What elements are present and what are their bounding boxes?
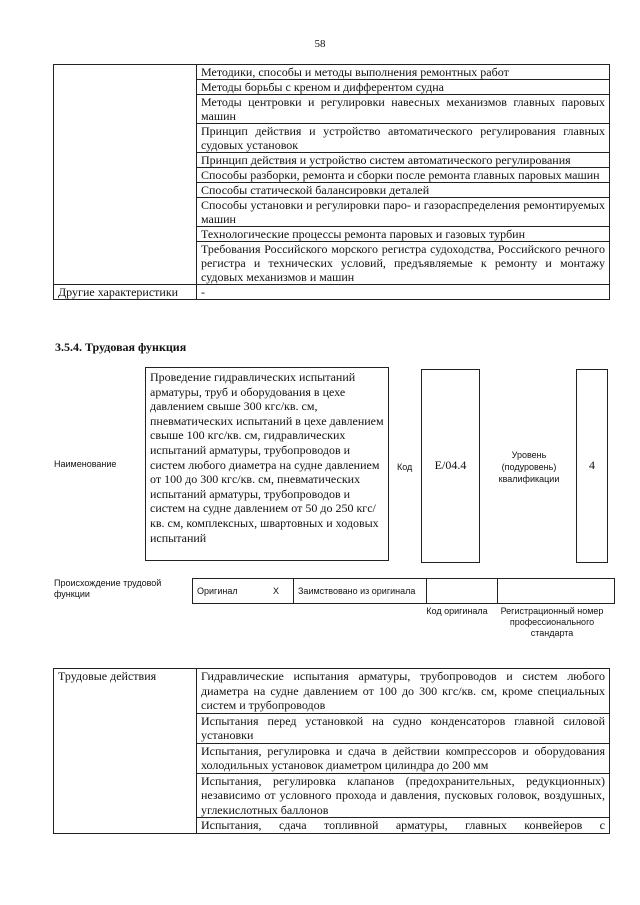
original-code-caption: Код оригинала	[426, 606, 488, 616]
table-cell: Методики, способы и методы выполнения ремонтных работ	[197, 65, 610, 80]
table-cell: Технологические процессы ремонта паровых и газовых турбин	[197, 227, 610, 242]
function-code-value: E/04.4	[421, 369, 480, 563]
table-row	[54, 65, 610, 80]
table-cell: Принцип действия и устройство автоматического регулирования главных судовых установок	[197, 124, 610, 153]
row-label-empty	[54, 65, 197, 285]
borrowed-label: Заимствовано из оригинала	[294, 579, 427, 604]
function-name-value: Проведение гидравлических испытаний арматуры, труб и оборудования в цехе давлением свыше 300 кгс/кв. см, пневматических испытаний в цехе давлением свыше 100 кгс/кв. см, гидравлических испытаний арматуры, трубопроводов и систем любого диаметра на судне давлением от 100 до 300 кгс/кв. см, пневматических испытаний арматуры, трубопроводов и систем на судне давлением от 50 до 250 кгс/кв. см, комплексных, швартовных и ходовых испытаний	[145, 367, 389, 561]
table-cell: Способы разборки, ремонта и сборки после ремонта главных паровых машин	[197, 168, 610, 183]
original-label: Оригинал	[193, 579, 260, 604]
registration-number-caption: Регистрационный номер профессионального стандарта	[500, 606, 604, 638]
qualification-level-value: 4	[576, 369, 608, 563]
original-mark: X	[259, 579, 294, 604]
function-code-label: Код	[397, 462, 413, 472]
section-heading: 3.5.4. Трудовая функция	[55, 340, 187, 354]
registration-number-cell	[498, 579, 615, 604]
table-row	[54, 285, 610, 300]
table-cell: Испытания, регулировка и сдача в действии компрессоров и оборудования холодильных установок диаметром цилиндра до 200 мм	[197, 743, 610, 773]
table-cell: Принцип действия и устройство систем автоматического регулирования	[197, 153, 610, 168]
table-cell: Гидравлические испытания арматуры, трубопроводов и систем любого диаметра на судне давлением от 100 до 300 кгс/кв. см, кроме специальных систем и трубопроводов	[197, 669, 610, 714]
table-cell: Испытания, сдача топливной арматуры, главных конвейеров с	[197, 818, 610, 834]
table-cell: Методы борьбы с креном и дифферентом судна	[197, 80, 610, 95]
table-cell: Способы установки и регулировки паро- и газораспределения ремонтируемых машин	[197, 198, 610, 227]
table-cell: Методы центровки и регулировки навесных механизмов главных паровых машин	[197, 95, 610, 124]
qualification-level-label: Уровень (подуровень) квалификации	[498, 450, 560, 484]
table-cell: Способы статической балансировки деталей	[197, 183, 610, 198]
other-characteristics-label: Другие характеристики	[54, 285, 197, 300]
table-cell: Требования Российского морского регистра судоходства, Российского речного регистра и технических условий, предъявляемые к ремонту и монтажу судовых механизмов и машин	[197, 242, 610, 285]
original-code-cell	[427, 579, 498, 604]
knowledge-table	[53, 64, 610, 300]
other-characteristics-value: -	[197, 285, 610, 300]
table-row	[193, 579, 615, 604]
origin-label: Происхождение трудовой функции	[54, 578, 162, 599]
table-cell: Испытания перед установкой на судно конденсаторов главной силовой установки	[197, 713, 610, 743]
page-number: 58	[314, 38, 326, 50]
table-row	[54, 669, 610, 714]
labor-actions-table	[53, 668, 610, 834]
table-cell: Испытания, регулировка клапанов (предохранительных, редукционных) независимо от условного прохода и давления, пусковых головок, воздушных, углекислотных баллонов	[197, 773, 610, 818]
labor-actions-label: Трудовые действия	[54, 669, 197, 834]
function-name-label: Наименование	[54, 459, 117, 469]
origin-table	[192, 578, 615, 604]
